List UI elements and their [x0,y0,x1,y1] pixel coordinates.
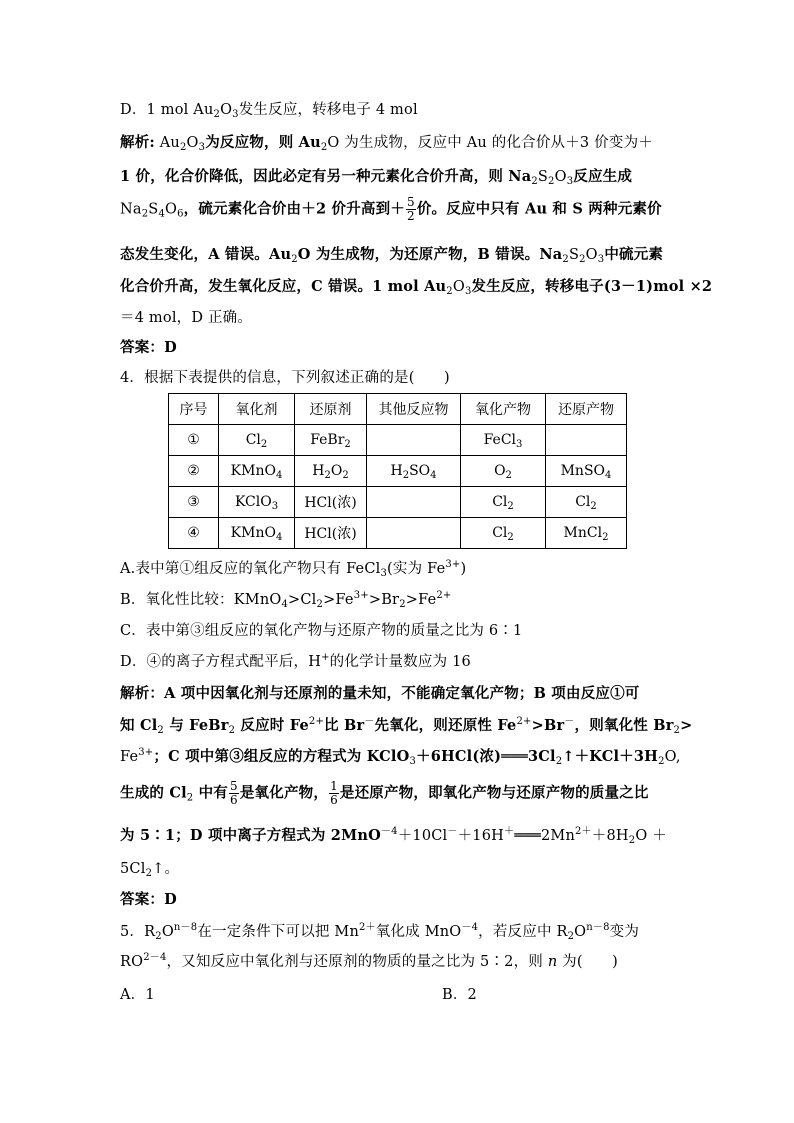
table-cell: ③ [169,487,219,518]
table-cell: KMnO$_4$ [219,518,295,549]
table-cell: KClO$_3$ [219,487,295,518]
table-row [169,487,627,518]
q3-analysis-line-6: ＝4 mol，D 正确。 [120,310,253,326]
table-cell [367,518,461,549]
q3-answer: 答案：D [120,339,177,356]
table-cell: FeCl$_3$ [461,425,546,456]
q3-option-d: D．1 mol $Au_2O_3$发生反应，转移电子 4 mol [120,102,418,120]
q5-option-b: B．2 [442,987,477,1003]
q5-option-a: A．1 [120,987,155,1003]
q4-analysis-line-4: 生成的 $Cl_2$ 中有 $\frac{5}{6}$ 是氧化产物， $\frac{1}{6}$ 是还原产物，即氧化产物与还原产物的质量之比 [120,779,649,807]
table-cell: ④ [169,518,219,549]
table-cell: FeBr$_2$ [295,425,367,456]
table-header-row [169,394,627,425]
table-cell [367,487,461,518]
fraction-1-6: $\frac{1}{6}$ [330,779,338,807]
q4-answer: 答案：D [120,891,177,908]
table-header-cell: 序号 [169,394,219,425]
table-cell: MnSO$_4$ [546,456,627,487]
q4-option-d: D．④的离子方程式配平后，H+的化学计量数应为 16 [120,652,471,670]
table-header-cell: 还原产物 [546,394,627,425]
q5-stem-line-1: 5．$R_2O^{n-8}$在一定条件下可以把 $Mn^{2+}$氧化成 MnO$^{-4}$，若反应中 $R_2O^{n-8}$变为 [120,922,640,942]
q4-analysis-line-5: 为 5∶1；D 项中离子方程式为 $2MnO^{-4}+10Cl^-+16H^+═══2Mn^{2+}+8H_2O$ ＋ [120,826,667,846]
q4-analysis-line-3: $Fe^{3+}$；C 项中第③组反应的方程式为 KClO$_3$＋6HCl(浓)$═══3Cl_2↑+KCl+3H_2O$, [120,747,681,767]
q3-analysis-line-1: 解析: $Au_2O_3$为反应物，则 $Au_2O$ 为生成物，反应中 Au 的化合价从＋3 价变为＋ [120,134,653,153]
table-header-cell: 氧化剂 [219,394,295,425]
table-cell: ② [169,456,219,487]
table-header-cell: 还原剂 [295,394,367,425]
table-cell: HCl(浓) [295,487,367,518]
q3-analysis-line-2: 1 价，化合价降低，因此必定有另一种元素化合价升高，则 $Na_2S_2O_3$反应生成 [120,168,633,187]
table-cell: ① [169,425,219,456]
table-cell: MnCl$_2$ [546,518,627,549]
table-cell: $Cl_2$ [461,518,546,549]
table-cell [546,425,627,456]
table-cell: $Cl_2$ [546,487,627,518]
table-cell [367,425,461,456]
q3-analysis-line-5: 化合价升高，发生氧化反应，C 错误。1 mol $Au_2O_3$发生反应，转移电子(3－1)mol ×2 [120,278,713,297]
table-cell: $H_2O_2$ [295,456,367,487]
q5-stem-line-2: $RO^{2-4}$，又知反应中氧化剂与还原剂的物质的量之比为 5∶2，则 n 为( ) [120,952,618,970]
fraction-5-2: $\frac{5}{2}$ [407,195,415,223]
reaction-table [168,393,627,549]
table-row [169,456,627,487]
table-cell: $H_2SO_4$ [367,456,461,487]
table-row [169,518,627,549]
table-row [169,425,627,456]
table-cell: KMnO$_4$ [219,456,295,487]
q4-analysis-line-2: 知 $Cl_2$ 与 FeBr$_2$ 反应时 $Fe^{2+}$比 Br－先氧化，则还原性 $Fe^{2+}>Br^-$，则氧化性 $Br_2>$ [120,716,693,736]
fraction-5-6: $\frac{5}{6}$ [230,779,238,807]
table-cell: $O_2$ [461,456,546,487]
q4-option-a: A.表中第①组反应的氧化产物只有 FeCl$_3$(实为 $Fe^{3+}$) [120,559,467,579]
q4-option-b: B．氧化性比较：$KMnO_4>Cl_2>Fe^{3+}>Br_2>Fe^{2+}$ [120,590,452,610]
table-cell: $Cl_2$ [219,425,295,456]
q3-analysis-line-4: 态发生变化，A 错误。$Au_2O$ 为生成物，为还原产物，B 错误。$Na_2S_2O_3$中硫元素 [120,246,664,265]
q4-option-c: C．表中第③组反应的氧化产物与还原产物的质量之比为 6∶1 [120,623,523,639]
table-header-cell: 氧化产物 [461,394,546,425]
q3-analysis-line-3: $Na_2S_4O_6$，硫元素化合价由＋2 价升高到＋ $\frac{5}{2}$ 价。反应中只有 Au 和 S 两种元素价 [120,195,662,223]
table-header-cell: 其他反应物 [367,394,461,425]
q4-stem: 4．根据下表提供的信息，下列叙述正确的是( ) [120,370,450,386]
q4-analysis-line-6: $5Cl_2↑$。 [120,861,180,879]
table-cell: $Cl_2$ [461,487,546,518]
q4-analysis-line-1: 解析：A 项中因氧化剂与还原剂的量未知，不能确定氧化产物；B 项由反应①可 [120,685,640,702]
table-cell: HCl(浓) [295,518,367,549]
